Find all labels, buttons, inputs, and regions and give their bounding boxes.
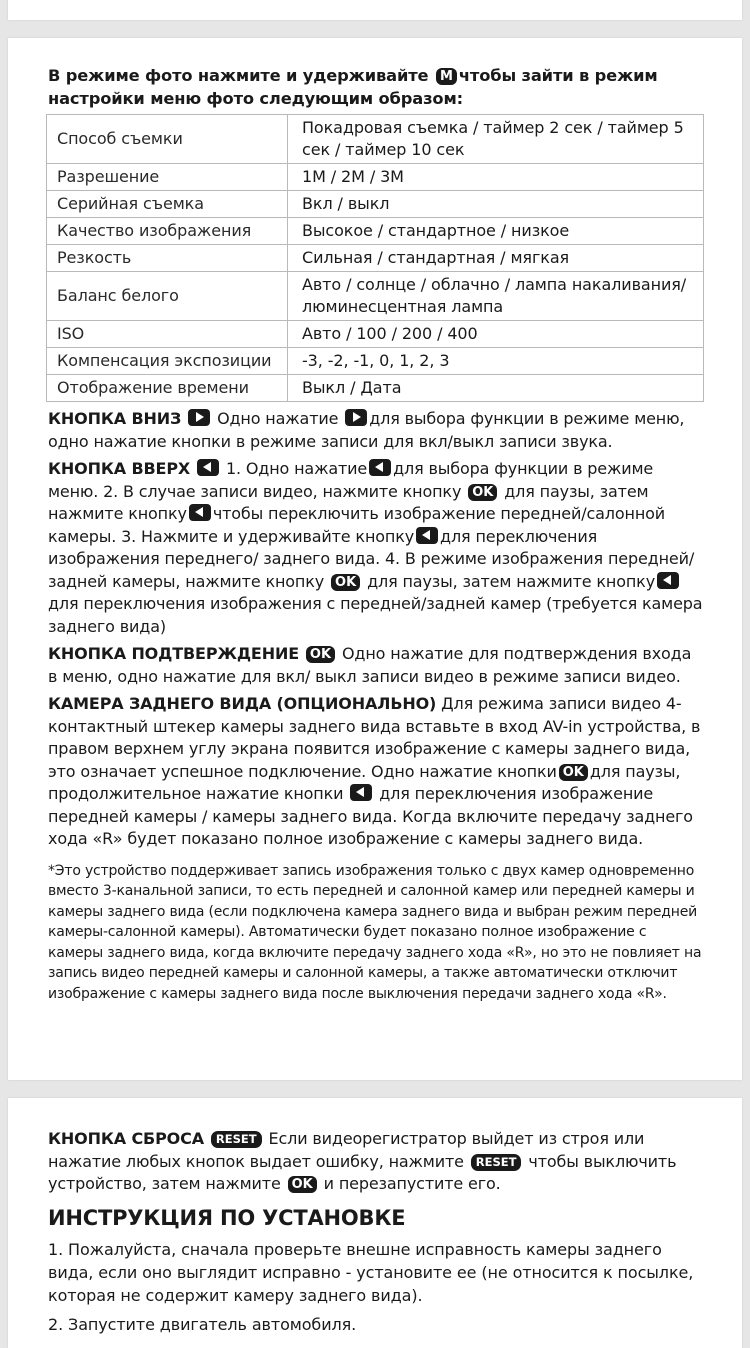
settings-label: Способ съемки	[47, 115, 288, 164]
settings-row	[47, 348, 704, 375]
settings-value: Авто / 100 / 200 / 400	[288, 321, 704, 348]
settings-label: Компенсация экспозиции	[47, 348, 288, 375]
ok-key-icon: OK	[331, 574, 360, 591]
ok-key-icon: OK	[306, 646, 335, 663]
confirm-button-title: КНОПКА ПОДТВЕРЖДЕНИЕ	[48, 644, 299, 663]
up-text-6: для паузы, затем нажмите кнопку	[367, 571, 656, 591]
down-button-title: КНОПКА ВНИЗ	[48, 409, 182, 428]
settings-value: Сильная / стандартная / мягкая	[288, 245, 704, 272]
settings-value: Покадровая съемка / таймер 2 сек / таймер 5 сек / таймер 10 сек	[288, 115, 704, 164]
settings-label: Качество изображения	[47, 218, 288, 245]
install-step: 2. Запустите двигатель автомобиля.	[48, 1314, 357, 1334]
up-text-7: для переключения изображения с передней/задней камер (требуется камера заднего вида)	[48, 594, 703, 636]
up-text-4: чтобы переключить изображение передней/салонной камеры. 3. Нажмите и удерживайте кнопку	[48, 504, 666, 546]
settings-row	[47, 245, 704, 272]
play-left-key-icon	[416, 527, 438, 544]
settings-label: ISO	[47, 321, 288, 348]
confirm-text-1: Одно нажатие для подтверждения входа в меню, одно нажатие для вкл/ выкл записи видео в режиме записи видео.	[48, 644, 692, 686]
ok-key-icon: OK	[288, 1176, 317, 1193]
settings-row	[47, 191, 704, 218]
rear-text-2: для паузы, продолжительное нажатие кнопки	[48, 761, 681, 803]
ok-key-icon: OK	[559, 764, 588, 781]
rear-camera-section	[48, 693, 704, 851]
up-text-3: для паузы, затем нажмите кнопку	[48, 481, 649, 523]
m-key-icon: M	[436, 68, 457, 85]
reset-key-icon: RESET	[471, 1154, 522, 1171]
up-button-title: КНОПКА ВВЕРХ	[48, 459, 191, 478]
previous-page-edge	[8, 0, 742, 20]
reset-text-1: Если видеорегистратор выйдет из строя или нажатие любых кнопок выдает ошибку, нажмите	[48, 1129, 645, 1171]
install-heading: ИНСТРУКЦИЯ ПО УСТАНОВКЕ	[48, 1205, 406, 1230]
settings-label: Серийная съемка	[47, 191, 288, 218]
confirm-button-section	[48, 643, 704, 688]
intro-text-before: В режиме фото нажмите и удерживайте	[48, 66, 429, 85]
rear-text-1: Для режима записи видео 4-контактный штекер камеры заднего вида вставьте в вход AV-in устройства, в правом верхнем углу экрана появится изображение с камеры заднего вида, это означает успешное подключение. Одно нажатие кнопки	[48, 694, 701, 781]
rear-text-3: для переключения изображение передней камеры / камеры заднего вида. Когда включите передачу заднего хода «R» будет показано полное изображение с камеры заднего вида.	[48, 784, 693, 848]
settings-value: Вкл / выкл	[288, 191, 704, 218]
settings-label: Разрешение	[47, 164, 288, 191]
settings-value: -3, -2, -1, 0, 1, 2, 3	[288, 348, 704, 375]
manual-page-2	[8, 1098, 742, 1348]
play-left-key-icon	[350, 784, 372, 801]
manual-page-1	[8, 38, 742, 1080]
photo-menu-intro	[48, 64, 704, 110]
settings-value: Высокое / стандартное / низкое	[288, 218, 704, 245]
settings-row	[47, 115, 704, 164]
settings-row	[47, 218, 704, 245]
settings-row	[47, 164, 704, 191]
settings-label: Баланс белого	[47, 272, 288, 321]
photo-settings-table	[46, 114, 704, 402]
install-step: 1. Пожалуйста, сначала проверьте внешне исправность камеры заднего вида, если оно выглядит исправно - установите ее (не относится к посылке, которая не содержит камеру заднего вида).	[48, 1239, 694, 1305]
play-left-key-icon	[189, 504, 211, 521]
ok-key-icon: OK	[468, 484, 497, 501]
up-text-1: 1. Одно нажатие	[225, 459, 368, 478]
footnote: *Это устройство поддерживает запись изображения только с двух камер одновременно вместо 3-канальной записи, то есть передней и салонной камер или передней камеры и камеры заднего вида (если подключена камера заднего вида и выбран режим передней камеры-салонной камеры). Автоматически будет показано полное изображение с камеры заднего вида, когда включите передачу заднего хода «R», но это не повлияет на запись видео передней камеры и салонной камеры, а также автоматически отключит изображение с камеры заднего вида после выключения передачи заднего хода «R».	[48, 862, 702, 1002]
settings-row	[47, 321, 704, 348]
down-text-2: для выбора функции в режиме меню, одно нажатие кнопки в режиме записи для вкл/выкл записи звука.	[48, 409, 685, 451]
play-left-key-icon	[369, 459, 391, 476]
settings-label: Отображение времени	[47, 375, 288, 402]
intro-text-after: чтобы зайти в режим настройки меню фото следующим образом:	[48, 66, 658, 108]
reset-button-section	[48, 1128, 704, 1196]
up-text-2: для выбора функции в режиме меню. 2. В случае записи видео, нажмите кнопку	[48, 459, 654, 501]
up-button-section	[48, 458, 704, 638]
settings-row	[47, 375, 704, 402]
reset-text-2: чтобы выключить устройство, затем нажмите	[48, 1151, 677, 1193]
up-text-5: для переключения изображения переднего/ заднего вида. 4. В режиме изображения передней/ задней камеры, нажмите кнопку	[48, 526, 695, 591]
play-left-key-icon	[197, 459, 219, 476]
play-left-key-icon	[657, 572, 679, 589]
play-right-key-icon	[188, 409, 210, 426]
reset-text-3: и перезапустите его.	[323, 1174, 501, 1193]
settings-value: Авто / солнце / облачно / лампа накаливания/ люминесцентная лампа	[288, 272, 704, 321]
settings-value: Выкл / Дата	[288, 375, 704, 402]
play-right-key-icon	[345, 409, 367, 426]
settings-value: 1M / 2M / 3M	[288, 164, 704, 191]
down-button-section	[48, 408, 704, 453]
settings-row	[47, 272, 704, 321]
down-text-1: Одно нажатие	[217, 409, 339, 428]
reset-key-icon: RESET	[211, 1131, 262, 1148]
rear-camera-title: КАМЕРА ЗАДНЕГО ВИДА (ОПЦИОНАЛЬНО)	[48, 694, 437, 713]
reset-button-title: КНОПКА СБРОСА	[48, 1129, 204, 1148]
settings-label: Резкость	[47, 245, 288, 272]
